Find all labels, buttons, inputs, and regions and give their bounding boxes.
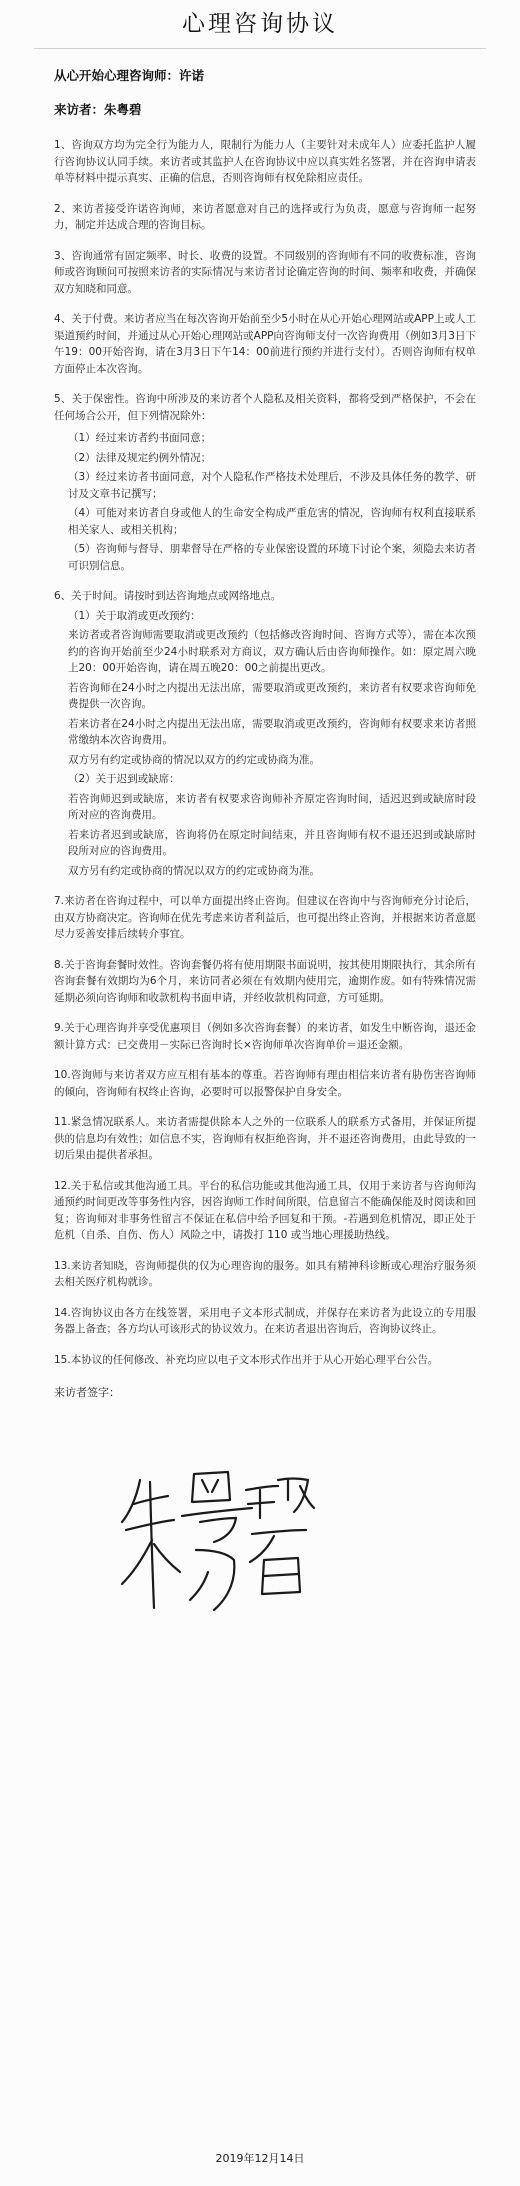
clause-6-item: 来访者或者咨询师需要取消或更改预约（包括修改咨询时间、咨询方式等），需在本次预约的咨询开始前至少24小时联系对方商议，双方确认后由咨询师操作。如：原定周六晚上20：00开始咨询，请在周五晚20：00之前提出更改。	[68, 629, 476, 674]
clause-6	[54, 588, 476, 879]
clause-text: 9.关于心理咨询并享受优惠项目（例如多次咨询套餐）的来访者，如发生中断咨询，退还金额计算方式：已交费用－实际已咨询时长×咨询师单次咨询单价＝退还金额。	[54, 1022, 476, 1051]
clause-11	[54, 1114, 476, 1164]
clause-7	[54, 893, 476, 943]
clause-4	[54, 311, 476, 377]
clause-15	[54, 1352, 476, 1369]
clause-text: 6、关于时间。请按时到达咨询地点或网络地点。	[54, 590, 282, 602]
document-title: 心理咨询协议	[182, 11, 338, 37]
clause-14	[54, 1305, 476, 1338]
clause-1	[54, 137, 476, 187]
clause-text: 5、关于保密性。咨询中所涉及的来访者个人隐私及相关资料，都将受到严格保护，不会在任何场合公开，但下列情况除外：	[54, 393, 476, 422]
clause-5-item: （2）法律及规定约例外情况；	[68, 451, 212, 464]
clause-text: 14.咨询协议由各方在线签署，采用电子文本形式制成，并保存在来访者为此设立的专用服务器上备查；各方均认可该形式的协议效力。在来访者退出咨询后，咨询协议终止。	[54, 1306, 476, 1335]
signature-area	[54, 1384, 476, 1630]
clause-10	[54, 1067, 476, 1100]
clause-6-item: 双方另有约定或协商的情况以双方的约定或协商为准。	[68, 753, 320, 766]
signing-date: 2019年12月14日	[215, 2152, 305, 2165]
signature-label: 来访者签字：	[54, 1386, 120, 1399]
clause-5	[54, 391, 476, 574]
clause-5-item: （1）经过来访者约书面同意；	[68, 432, 212, 444]
client-line: 来访者：朱粤碧	[54, 102, 142, 117]
clause-6-subtitle: （2）关于迟到或缺席：	[68, 773, 180, 785]
clause-text: 8.关于咨询套餐时效性。咨询套餐仍将有使用期限书面说明，按其使用期限执行，其余所有咨询套餐有效期均为6个月，来访同者必须在有效期内使用完，逾期作废。如有特殊情况需延期必须向咨询师和收款机构书面申请，并经收款机构同意，方可延期。	[54, 958, 476, 1004]
counselor-line: 从心开始心理咨询师：许诺	[54, 68, 205, 83]
clause-8	[54, 957, 476, 1007]
clause-6-subtitle: （1）关于取消或更改预约：	[68, 609, 201, 622]
clause-9	[54, 1020, 476, 1053]
clause-5-item: （4）可能对来访者自身或他人的生命安全构成严重危害的情况，咨询师有权利直接联系相关家人、或相关机构；	[68, 507, 476, 536]
clause-5-item: （3）经过来访者书面同意，对个人隐私作严格技术处理后，不涉及具体任务的教学、研讨及文章书记撰写；	[68, 471, 476, 500]
clause-6-item: 双方另有约定或协商的情况以双方的约定或协商为准。	[68, 864, 320, 877]
clause-6-item: 若咨询师迟到或缺席，来访者有权要求咨询师补齐原定咨询时间，适迟迟到或缺席时段所对应的咨询费用。	[68, 792, 476, 821]
clause-text: 4、关于付费。来访者应当在每次咨询开始前至少5小时在从心开始心理网站或APP上或人工渠道预约时间，并通过从心开始心理网站或APP向咨询师支付一次咨询费用（例如3月3日下午19：00开始咨询，请在3月3日下午14：00前进行预约并进行支付）。否则咨询师有权单方面停止本次咨询。	[54, 313, 476, 375]
clause-text: 1、咨询双方均为完全行为能力人，限制行为能力人（主要针对未成年人）应委托监护人履行咨询协议认同手续。来访者或其监护人在咨询协议中应以真实姓名签署，并在咨询申请表单等材料中提示真实、正确的信息，否则咨询师有权免除相应责任。	[54, 139, 476, 184]
clause-text: 11.紧急情况联系人。来访者需提供除本人之外的一位联系人的联系方式备用，并保证所提供的信息均有效性；如信息不实，咨询师有权拒绝咨询，并不退还咨询费用，由此导致的一切后果由提供者承担。	[54, 1116, 476, 1161]
clause-text: 12.关于私信或其他沟通工具。平台的私信功能或其他沟通工具，仅用于来访者与咨询师沟通预约时间更改等事务性内容，因咨询师工作时间所限，信息留言不能确保能及时阅读和回复；咨询师对非事务性留言不保证在私信中给予回复和干预。-若遇到危机情况，即正处于危机（自杀、自伤、伤人）风险之中，请拨打 110 或当地心理援助热线。	[54, 1179, 476, 1241]
clause-text: 7.来访者在咨询过程中，可以单方面提出终止咨询。但建议在咨询中与咨询师充分讨论后，由双方协商决定。咨询师在优先考虑来访者利益后，也可提出终止咨询，并根据来访者意愿尽力妥善安排后续转介事宜。	[54, 895, 476, 940]
clause-text: 15.本协议的任何修改、补充均应以电子文本形式作出并于从心开始心理平台公告。	[54, 1353, 439, 1366]
clause-3	[54, 248, 476, 298]
clause-6-item: 若咨询师在24小时之内提出无法出席，需要取消或更改预约，来访者有权要求咨询师免费提供一次咨询。	[68, 681, 476, 710]
clause-text: 13.来访者知晓，咨询师提供的仅为心理咨询的服务。如具有精神科诊断或心理治疗服务须去相关医疗机构就诊。	[54, 1259, 476, 1288]
handwritten-signature	[118, 1460, 318, 1630]
clause-2	[54, 201, 476, 234]
clause-13	[54, 1258, 476, 1291]
clause-6-item: 若来访者迟到或缺席，咨询将仍在原定时间结束，并且咨询师有权不退还迟到或缺席时段所对应的咨询费用。	[68, 828, 476, 857]
clause-text: 3、咨询通常有固定频率、时长、收费的设置。不同级别的咨询师有不同的收费标准，咨询师或咨询顾问可按照来访者的实际情况与来访者讨论确定咨询的时间、频率和收费，并确保双方知晓和同意。	[54, 249, 476, 295]
clause-text: 2、来访者接受许诺咨询师，来访者愿意对自己的选择或行为负责，愿意与咨询师一起努力，制定并达成合理的咨询目标。	[54, 202, 476, 231]
clause-text: 10.咨询师与来访者双方应互相有基本的尊重。若咨询师有理由相信来访者有胁伤害咨询师的倾向，咨询师有权终止咨询，必要时可以报警保护自身安全。	[54, 1069, 476, 1098]
clause-5-item: （5）咨询师与督导、朋辈督导在严格的专业保密设置的环境下讨论个案，须隐去来访者可识别信息。	[68, 543, 476, 572]
clause-12	[54, 1178, 476, 1244]
clause-6-item: 若来访者在24小时之内提出无法出席，需要取消或更改预约，咨询师有权要求来访者照常缴纳本次咨询费用。	[68, 717, 476, 746]
agreement-body	[0, 67, 520, 1630]
title-divider	[34, 48, 486, 49]
